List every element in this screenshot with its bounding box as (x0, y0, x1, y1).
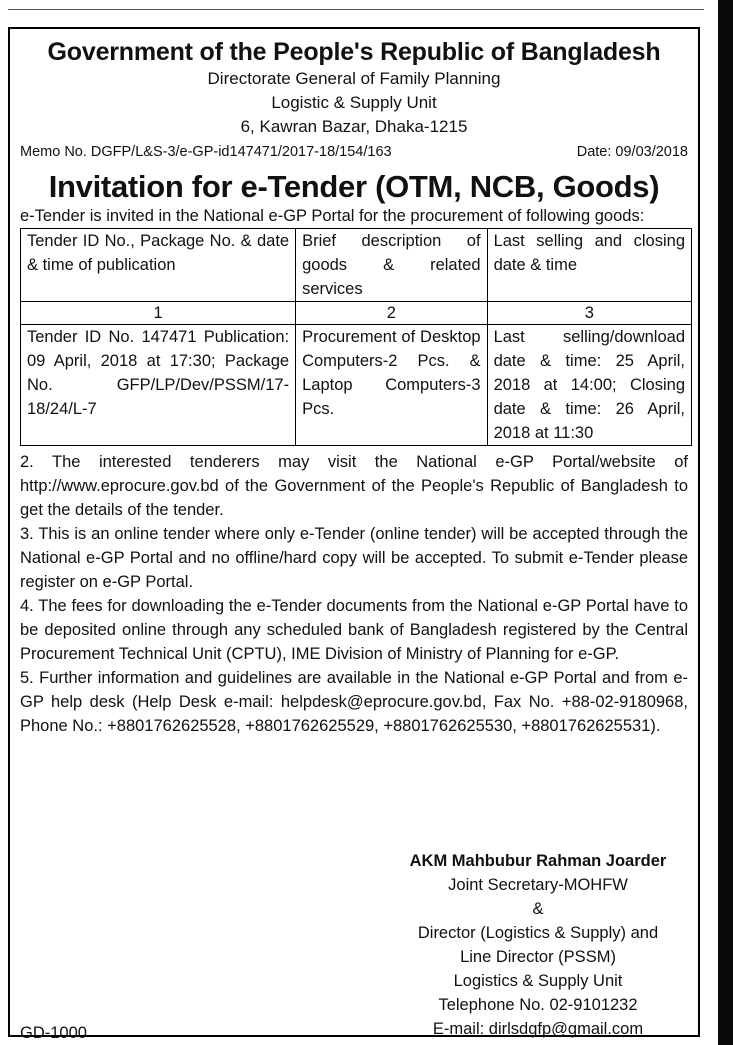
table-number-row (21, 302, 692, 325)
memo-row (20, 142, 688, 162)
unit-name: Logistic & Supply Unit (271, 93, 437, 112)
paragraph-5: 5. Further information and guidelines are available in the National e-GP Portal and from e-GP help desk (Help Desk e-mail: helpdesk@eprocure.gov.bd, Fax No. +88-02-9180968, Phone No.: +8801762625528, +8801762625529, +8801762625530, +8801762625531). (20, 669, 688, 735)
directorate-name: Directorate General of Family Planning (207, 69, 501, 88)
tender-notice (8, 27, 700, 1042)
government-title: Government of the People's Republic of Bangladesh (47, 38, 661, 66)
right-edge-bar (718, 0, 733, 1045)
table-header-cell: Tender ID No., Package No. & date & time of publication (21, 229, 296, 302)
table-header-row (21, 229, 692, 302)
column-number: 3 (487, 302, 691, 325)
signatory-name: AKM Mahbubur Rahman Joarder (409, 852, 667, 870)
table-header-cell: Brief description of goods & related services (296, 229, 487, 302)
signatory-title: Line Director (PSSM) (460, 948, 616, 966)
intro-text: e-Tender is invited in the National e-GP Portal for the procurement of following goods: (20, 207, 645, 225)
paragraph-3: 3. This is an online tender where only e-Tender (online tender) will be accepted through the National e-GP Portal and no offline/hard copy will be accepted. To submit e-Tender please register on e-GP Portal. (20, 525, 688, 591)
goods-description-cell: Procurement of Desktop Computers-2 Pcs. & Laptop Computers-3 Pcs. (296, 325, 487, 446)
paragraph-2: 2. The interested tenderers may visit the National e-GP Portal/website of http://www.eprocure.gov.bd of the Government of the People's Republic of Bangladesh to get the details of the tender. (20, 453, 688, 519)
memo-date: Date: 09/03/2018 (576, 144, 688, 160)
signatory-email: E-mail: dirlsdgfp@gmail.com (432, 1020, 644, 1038)
paragraph-4: 4. The fees for downloading the e-Tender documents from the National e-GP Portal have to be deposited online through any scheduled bank of Bangladesh registered by the Central Procurement Technical Unit (CPTU), IME Division of Ministry of Planning for e-GP. (20, 597, 688, 663)
signatory-phone: Telephone No. 02-9101232 (438, 996, 638, 1014)
notice-paragraphs (20, 450, 688, 738)
signature-block (388, 849, 688, 1041)
office-address: 6, Kawran Bazar, Dhaka-1215 (240, 117, 468, 136)
table-header-cell: Last selling and closing date & time (487, 229, 691, 302)
memo-number: Memo No. DGFP/L&S-3/e-GP-id147471/2017-18/154/163 (20, 144, 392, 160)
signatory-title: Director (Logistics & Supply) and (417, 924, 659, 942)
gd-code: GD-1000 (20, 1024, 87, 1042)
top-divider (8, 9, 704, 10)
column-number: 2 (296, 302, 487, 325)
table-row (21, 325, 692, 446)
column-number: 1 (21, 302, 296, 325)
signatory-unit: Logistics & Supply Unit (453, 972, 623, 990)
signatory-ampersand: & (532, 900, 544, 918)
tender-table (20, 228, 692, 446)
notice-headline: Invitation for e-Tender (OTM, NCB, Goods) (48, 169, 660, 204)
tender-id-cell: Tender ID No. 147471 Publication: 09 April, 2018 at 17:30; Package No. GFP/LP/Dev/PSSM/17-18/24/L-7 (21, 325, 296, 446)
signatory-title: Joint Secretary-MOHFW (448, 876, 628, 894)
closing-date-cell: Last selling/download date & time: 25 April, 2018 at 14:00; Closing date & time: 26 April, 2018 at 11:30 (487, 325, 691, 446)
